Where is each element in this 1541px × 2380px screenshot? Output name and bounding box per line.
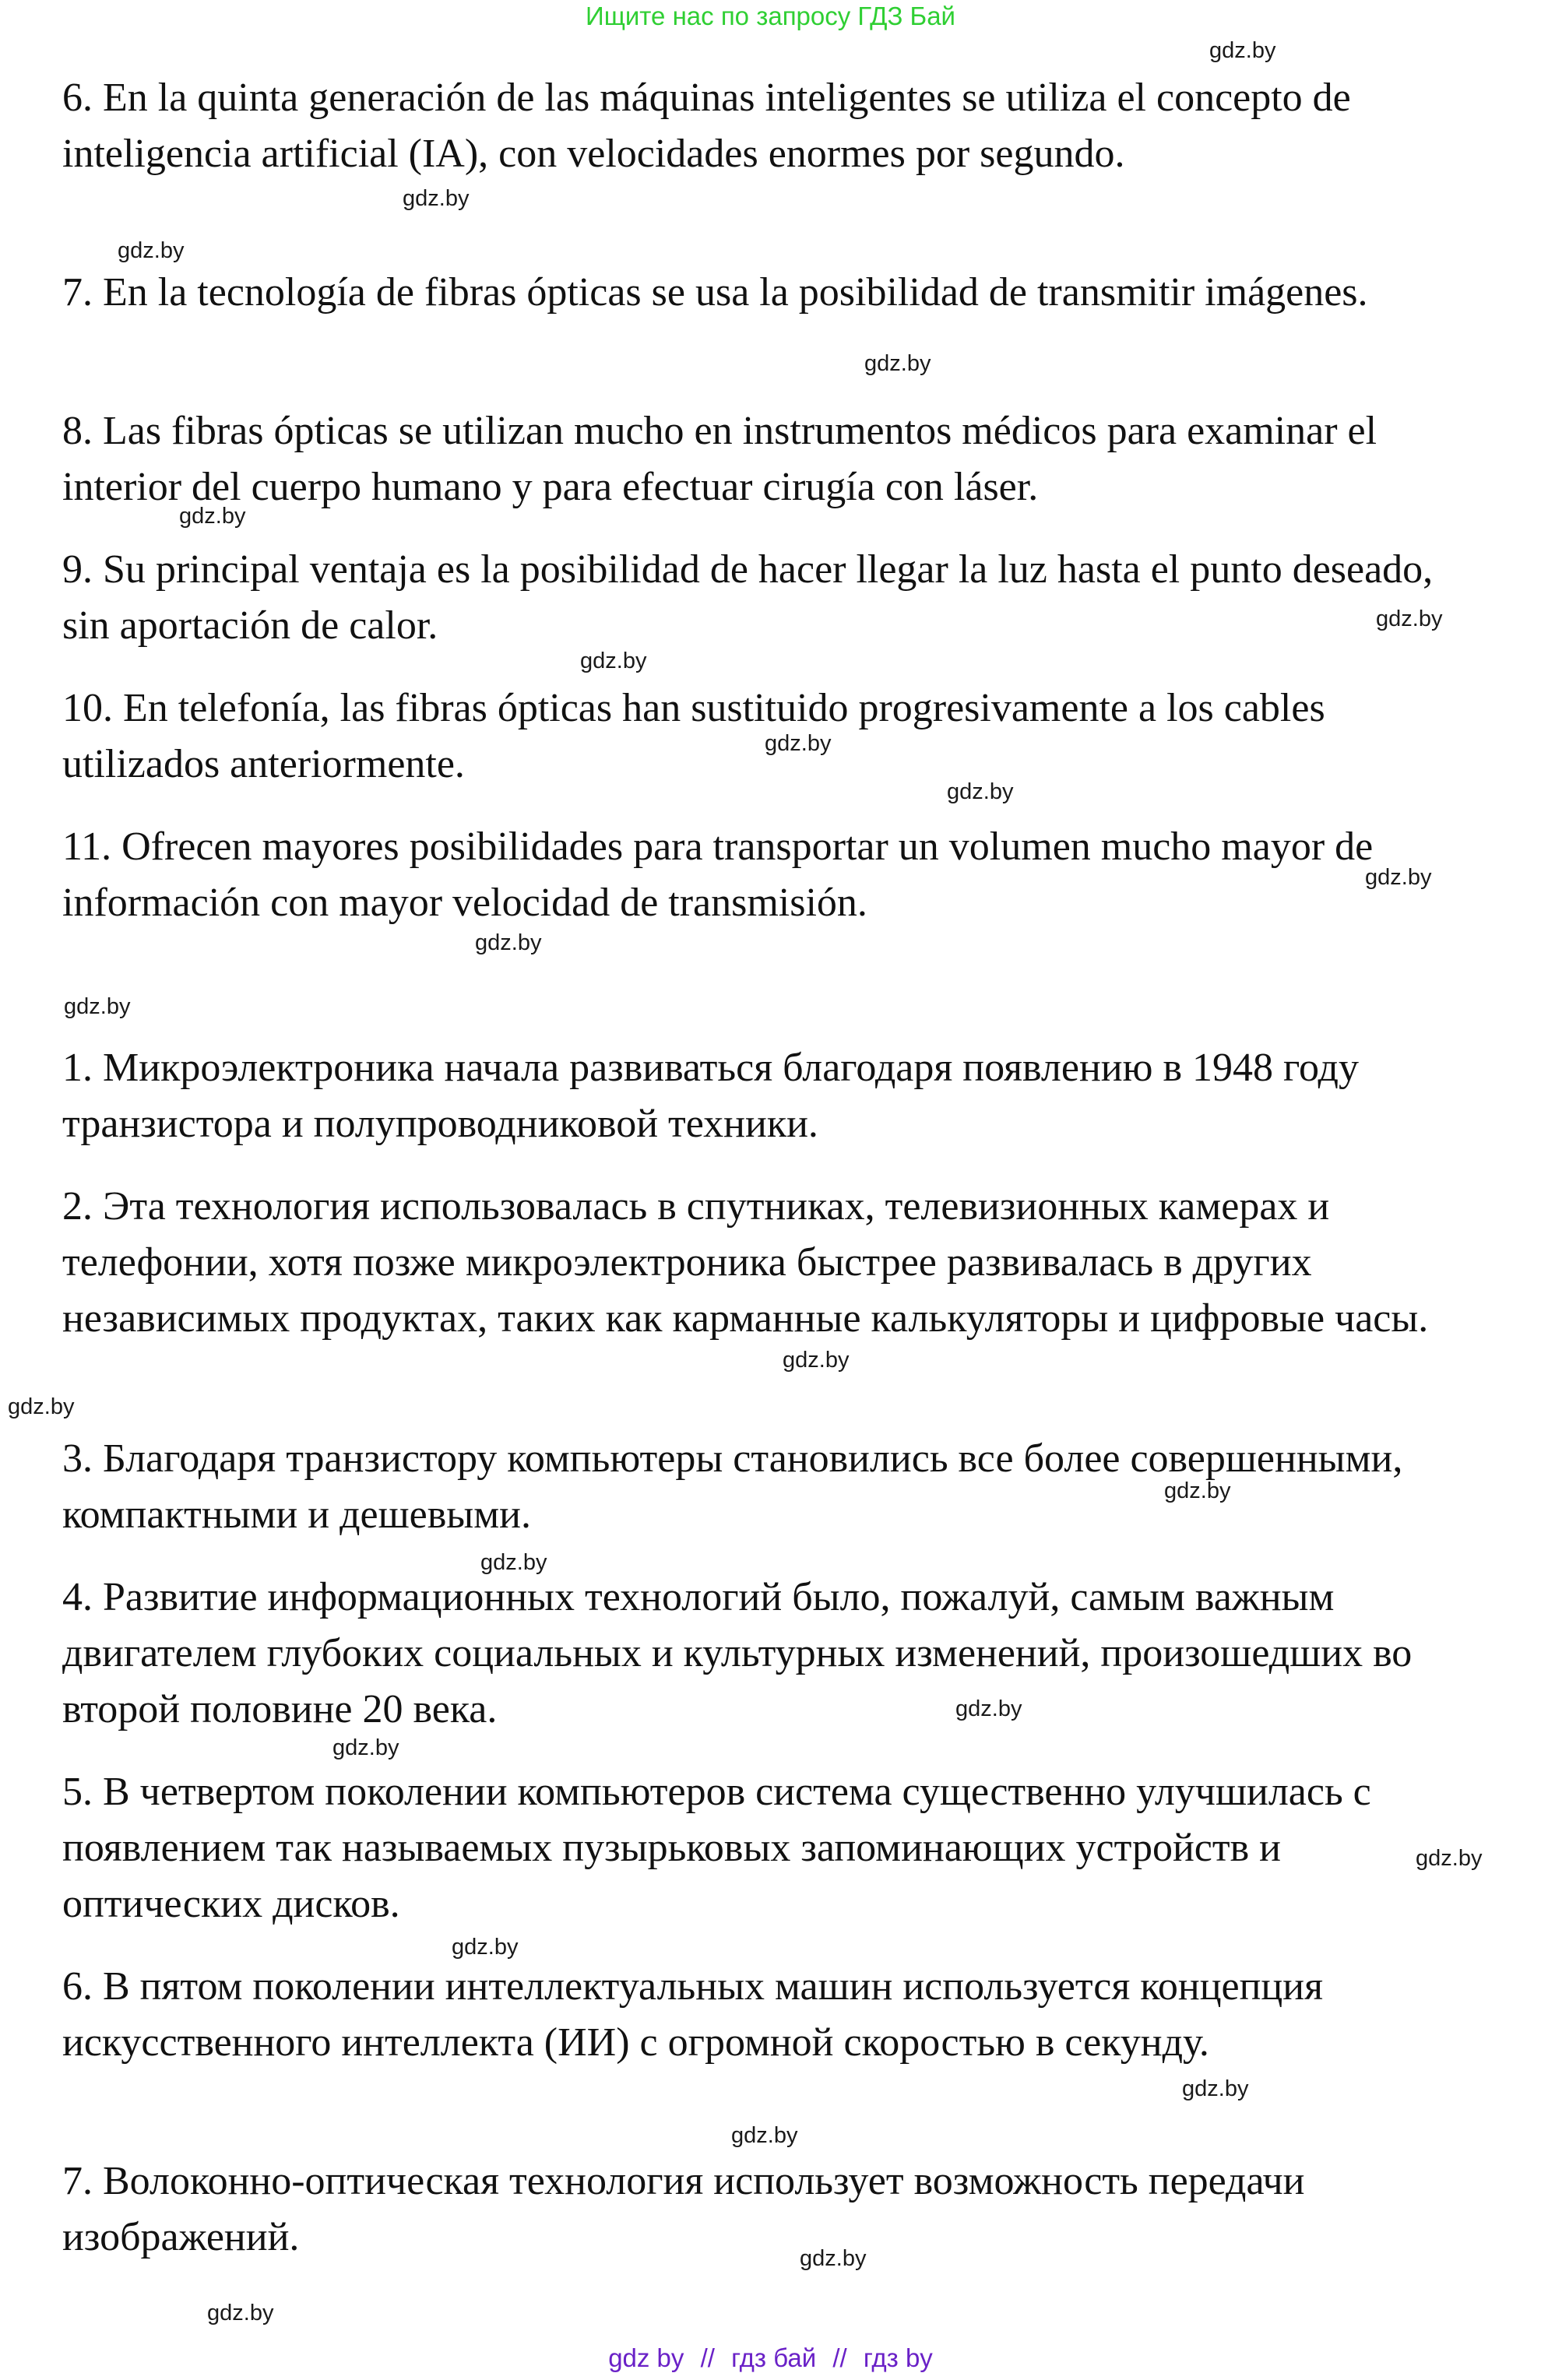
watermark: gdz.by: [207, 2301, 274, 2326]
watermark: gdz.by: [947, 779, 1014, 804]
watermark: gdz.by: [1164, 1478, 1231, 1503]
paragraph-es-10: 10. En telefonía, las fibras ópticas han sustituido progresivamente a los cables utilizados anteriormente.: [62, 686, 1325, 786]
watermark: gdz.by: [800, 2246, 867, 2271]
watermark: gdz.by: [475, 930, 542, 955]
footer: [0, 2343, 1541, 2374]
paragraph-es-9: 9. Su principal ventaja es la posibilidad de hacer llegar la luz hasta el punto deseado, sin aportación de calor.: [62, 547, 1434, 648]
footer-separator: //: [832, 2343, 847, 2372]
watermark: gdz.by: [118, 238, 185, 263]
watermark: gdz.by: [480, 1550, 547, 1575]
watermark: gdz.by: [1416, 1846, 1483, 1871]
footer-link-gdz-by-ru[interactable]: гдз by: [863, 2343, 933, 2372]
watermark: gdz.by: [1182, 2076, 1249, 2101]
paragraph-ru-4: 4. Развитие информационных технологий было, пожалуй, самым важным двигателем глубоких социальных и культурных изменений, произошедших во второй половине 20 века.: [62, 1575, 1413, 1731]
paragraph-ru-6: 6. В пятом поколении интеллектуальных машин используется концепция искусственного интеллекта (ИИ) с огромной скоростью в секунду.: [62, 1964, 1324, 2065]
watermark: gdz.by: [1209, 38, 1276, 63]
paragraph-ru-5: 5. В четвертом поколении компьютеров система существенно улучшилась с появлением так называемых пузырьковых запоминающих устройств и оптических дисков.: [62, 1770, 1371, 1926]
watermark: gdz.by: [64, 994, 131, 1019]
paragraph-ru-2: 2. Эта технология использовалась в спутниках, телевизионных камерах и телефонии, хотя позже микроэлектроника быстрее развивалась в других независимых продуктах, таких как карманные калькуляторы и цифровые часы.: [62, 1184, 1429, 1341]
watermark: gdz.by: [955, 1696, 1022, 1721]
paragraph-es-8: 8. Las fibras ópticas se utilizan mucho en instrumentos médicos para examinar el interior del cuerpo humano y para efectuar cirugía con láser.: [62, 409, 1377, 509]
watermark: gdz.by: [580, 649, 647, 673]
watermark: gdz.by: [765, 731, 832, 756]
watermark: gdz.by: [1365, 865, 1432, 890]
footer-link-gdz-by[interactable]: gdz by: [608, 2343, 684, 2372]
paragraph-ru-1: 1. Микроэлектроника начала развиваться благодаря появлению в 1948 году транзистора и полупроводниковой техники.: [62, 1046, 1359, 1146]
watermark: gdz.by: [179, 504, 246, 529]
watermark: gdz.by: [403, 186, 470, 211]
paragraph-es-6: 6. En la quinta generación de las máquinas inteligentes se utiliza el concepto de inteligencia artificial (IA), con velocidades enormes por segundo.: [62, 76, 1351, 176]
watermark: gdz.by: [452, 1935, 519, 1960]
footer-separator: //: [700, 2343, 715, 2372]
paragraph-ru-3: 3. Благодаря транзистору компьютеры становились все более совершенными, компактными и дешевыми.: [62, 1436, 1403, 1537]
top-banner: Ищите нас по запросу ГДЗ Бай: [586, 2, 955, 30]
watermark: gdz.by: [8, 1394, 75, 1419]
paragraph-es-7: 7. En la tecnología de fibras ópticas se usa la posibilidad de transmitir imágenes.: [62, 270, 1368, 315]
paragraph-es-11: 11. Ofrecen mayores posibilidades para transportar un volumen mucho mayor de información con mayor velocidad de transmisión.: [62, 824, 1374, 925]
watermark: gdz.by: [731, 2123, 798, 2148]
footer-link-gdz-bay[interactable]: гдз бай: [731, 2343, 817, 2372]
watermark: gdz.by: [1376, 606, 1443, 631]
watermark: gdz.by: [332, 1735, 399, 1760]
paragraph-ru-7: 7. Волоконно-оптическая технология использует возможность передачи изображений.: [62, 2159, 1305, 2259]
watermark: gdz.by: [864, 351, 931, 376]
watermark: gdz.by: [783, 1348, 850, 1373]
